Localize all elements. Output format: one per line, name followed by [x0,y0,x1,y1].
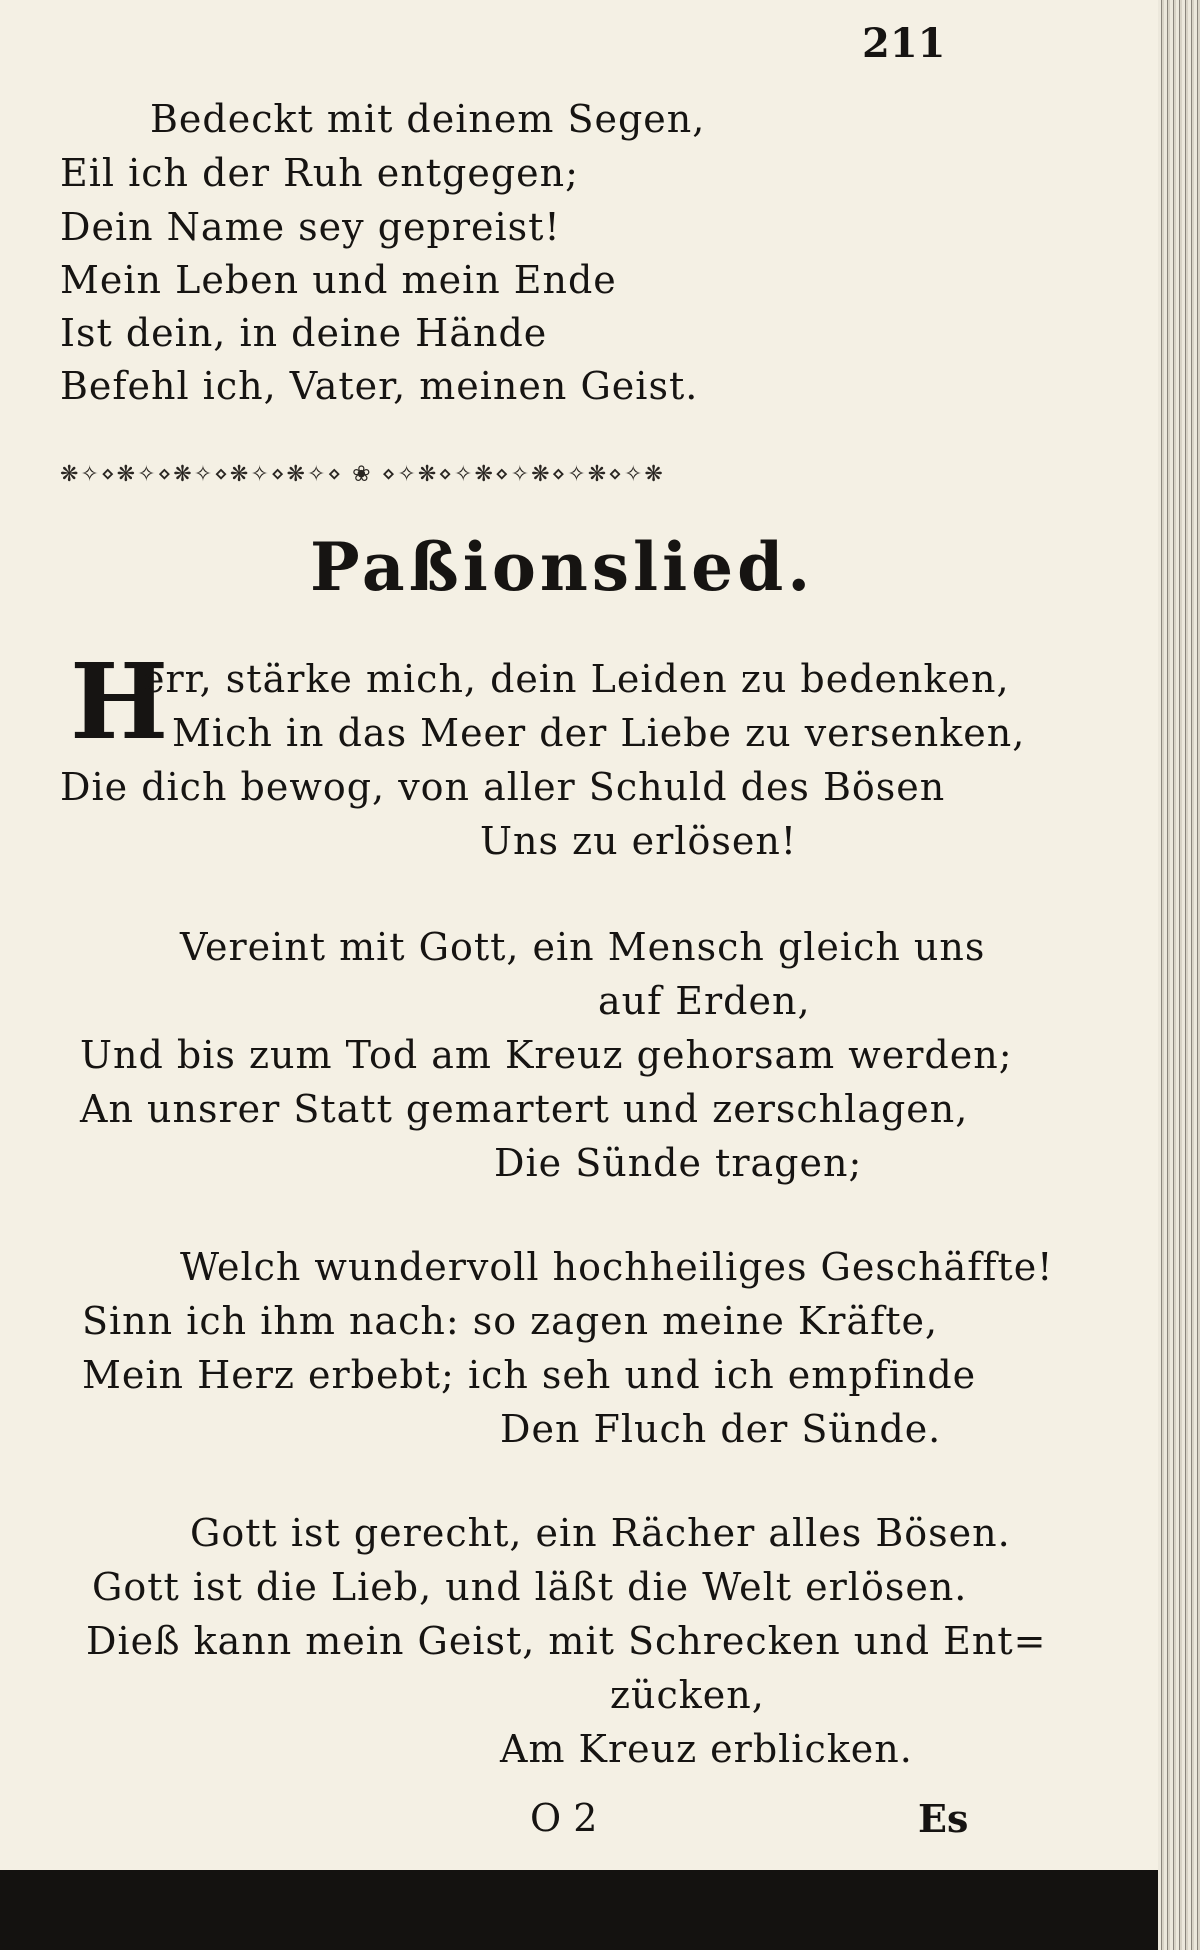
stanza2-line: auf Erden, [598,979,811,1023]
signature-mark: O 2 [530,1796,598,1840]
intro-line: Ist dein, in deine Hände [60,311,548,355]
hymn-title: Paßionslied. [310,528,815,606]
intro-line: Mein Leben und mein Ende [60,258,617,302]
stanza4-line: Gott ist die Lieb, und läßt die Welt erlösen. [92,1565,968,1609]
page-edge [1158,0,1200,1950]
stanza1-line: Mich in das Meer der Liebe zu versenken, [172,711,1026,755]
stanza2-line: Die Sünde tragen; [494,1141,863,1185]
ornamental-divider: ❋✧⋄❋✧⋄❋✧⋄❋✧⋄❋✧⋄ ❀ ⋄✧❋⋄✧❋⋄✧❋⋄✧❋⋄✧❋ [60,462,665,487]
stanza3-line: Sinn ich ihm nach: so zagen meine Kräfte, [82,1299,939,1343]
stanza1-line: Die dich bewog, von aller Schuld des Bösen [60,765,946,809]
stanza4-line: zücken, [610,1673,765,1717]
intro-line: Dein Name sey gepreist! [60,205,561,249]
stanza1-line: err, stärke mich, dein Leiden zu bedenken, [142,657,1010,701]
intro-line: Bedeckt mit deinem Segen, [150,97,706,141]
stanza1-line: Uns zu erlösen! [480,819,798,863]
page-number: 211 [862,20,946,67]
intro-line: Eil ich der Ruh entgegen; [60,151,579,195]
drop-cap: H [70,640,169,763]
stanza3-line: Mein Herz erbebt; ich seh und ich empfinde [82,1353,977,1397]
stanza3-line: Den Fluch der Sünde. [500,1407,942,1451]
stanza2-line: Und bis zum Tod am Kreuz gehorsam werden; [80,1033,1013,1077]
stanza2-line: Vereint mit Gott, ein Mensch gleich uns [180,925,986,969]
catchword: Es [918,1796,969,1841]
stanza4-line: Dieß kann mein Geist, mit Schrecken und Ent= [86,1619,1047,1663]
stanza4-line: Gott ist gerecht, ein Rächer alles Bösen. [190,1511,1011,1555]
stanza3-line: Welch wundervoll hochheiliges Geschäffte! [180,1245,1054,1289]
scan-background [0,1870,1158,1950]
stanza2-line: An unsrer Statt gemartert und zerschlagen, [80,1087,969,1131]
stanza4-line: Am Kreuz erblicken. [500,1727,913,1771]
intro-line: Befehl ich, Vater, meinen Geist. [60,364,699,408]
